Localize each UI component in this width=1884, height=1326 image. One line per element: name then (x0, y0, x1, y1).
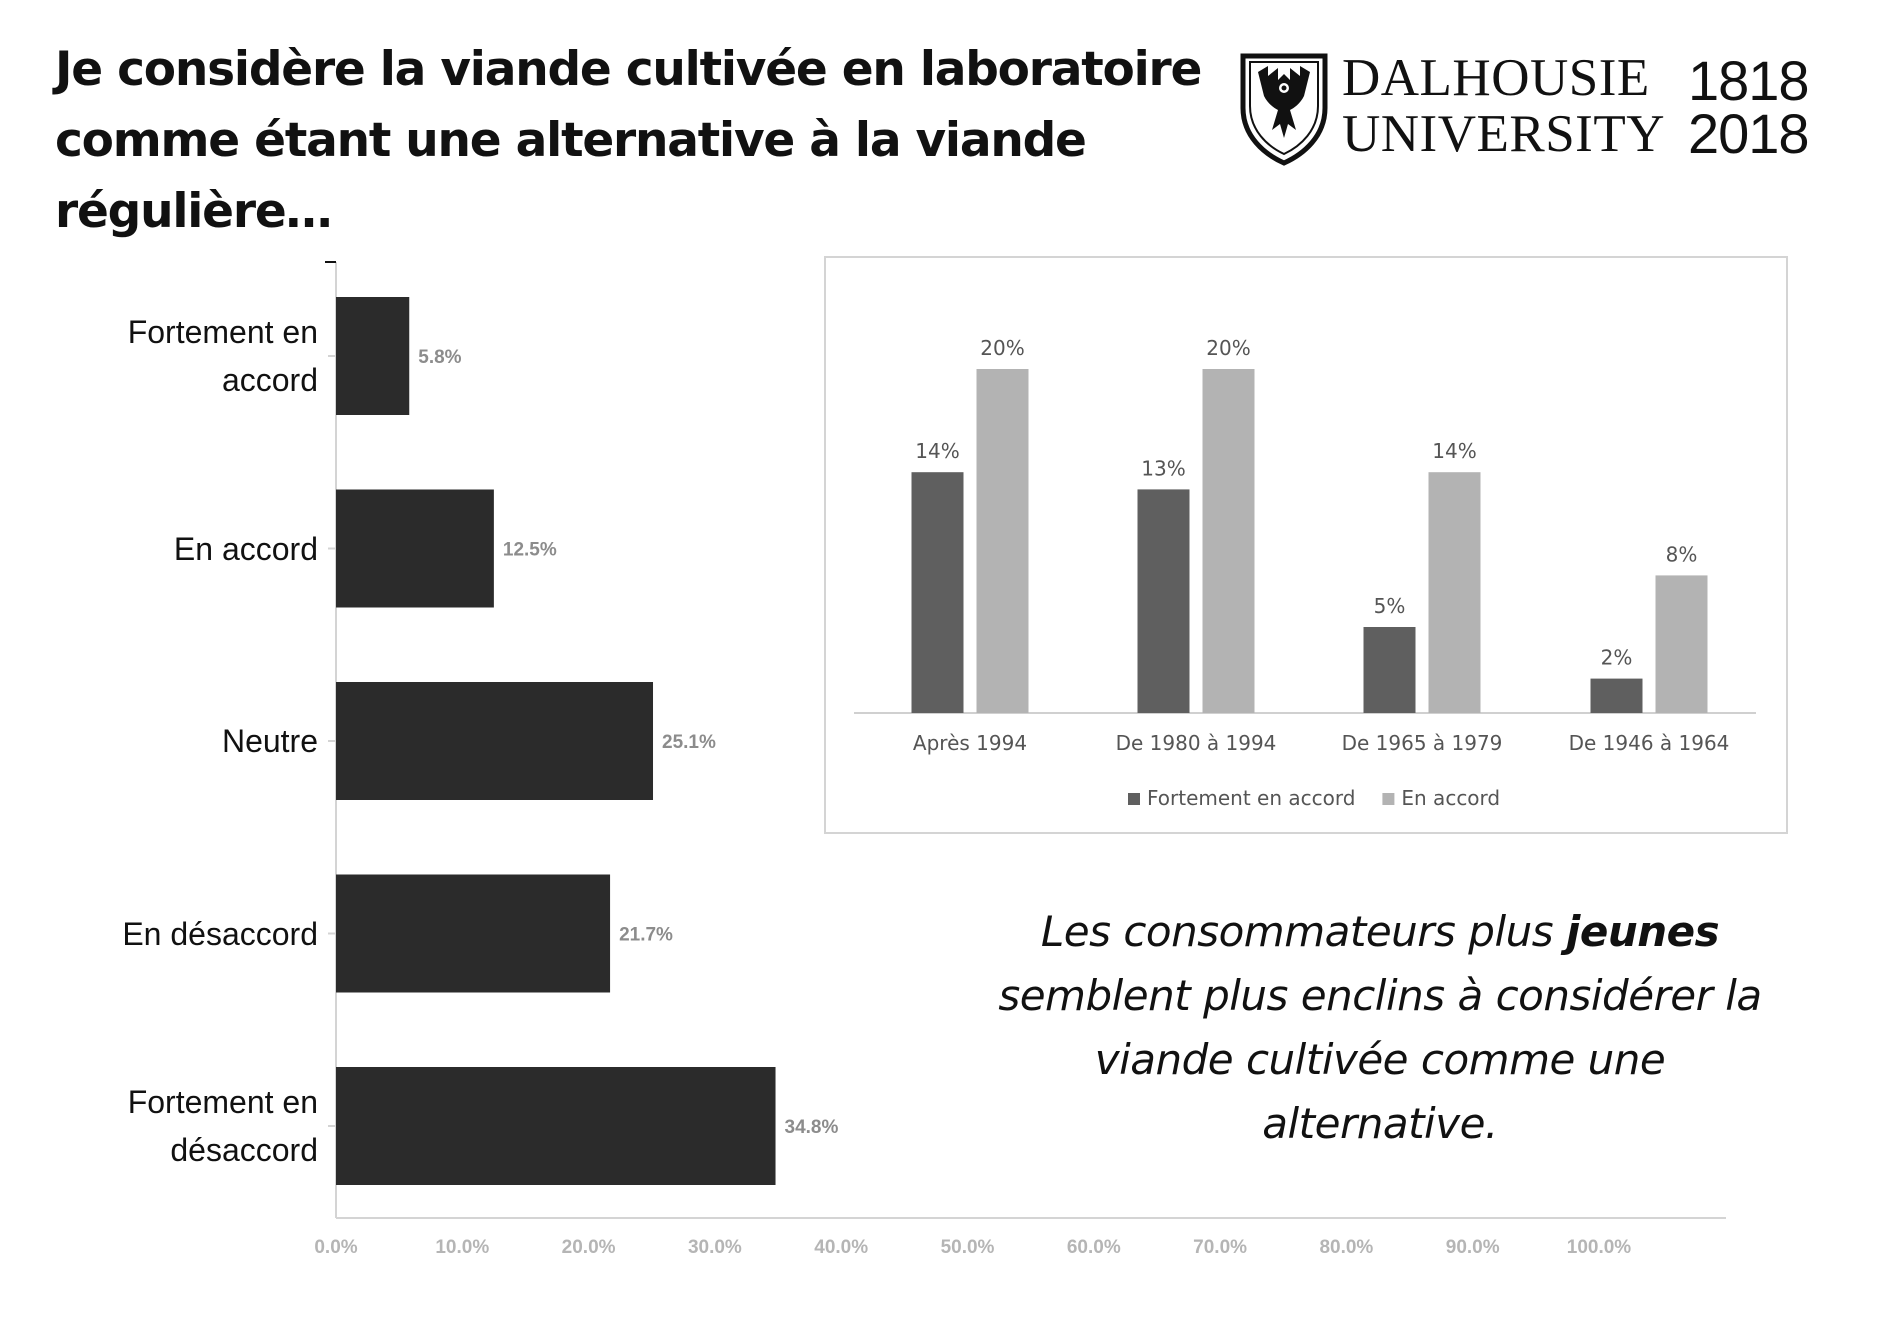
inset-bar-label: 14% (915, 439, 960, 464)
x-tick-label: 0.0% (314, 1237, 358, 1258)
conclusion-note (980, 900, 1780, 1156)
inset-bar (1203, 369, 1255, 713)
inset-category-label: Après 1994 (912, 731, 1028, 755)
inset-bar (977, 369, 1029, 713)
bar (336, 490, 494, 608)
inset-category-label: De 1946 à 1964 (1568, 731, 1730, 755)
page-title: Je considère la viande cultivée en laboratoire comme étant une alternative à la viande régulière… (55, 42, 1202, 239)
inset-bar (912, 472, 964, 713)
inset-bar-label: 5% (1373, 594, 1406, 618)
inset-bar (1591, 679, 1643, 713)
logo-year-2: 2018 (1688, 102, 1809, 165)
x-tick-label: 40.0% (814, 1237, 869, 1258)
legend-label: En accord (1401, 786, 1501, 810)
bar-value-label: 21.7% (619, 924, 673, 946)
generation-chart-frame (824, 256, 1788, 834)
inset-bar (1138, 489, 1190, 713)
note-emphasis: jeunes (1565, 907, 1720, 956)
x-tick-label: 10.0% (435, 1237, 490, 1258)
x-tick-label: 60.0% (1066, 1237, 1121, 1258)
category-label: En désaccord (122, 915, 318, 952)
bar (336, 875, 610, 993)
x-tick-label: 80.0% (1319, 1237, 1374, 1258)
category-label: En accord (173, 530, 318, 567)
x-tick-label: 30.0% (687, 1237, 742, 1258)
x-tick-label: 50.0% (940, 1237, 995, 1258)
inset-bar-label: 14% (1432, 439, 1477, 464)
bar (336, 297, 409, 415)
x-tick-label: 70.0% (1193, 1237, 1248, 1258)
category-label: Fortement en accord (127, 314, 318, 398)
inset-bar-label: 8% (1665, 542, 1698, 567)
x-tick-label: 90.0% (1445, 1237, 1500, 1258)
inset-bar (1656, 575, 1708, 713)
logo-year-1: 1818 (1688, 49, 1809, 112)
inset-category-label: De 1980 à 1994 (1115, 731, 1277, 755)
bar-value-label: 12.5% (502, 539, 557, 561)
note-part-1: Les consommateurs plus (1040, 907, 1566, 956)
inset-bar-label: 2% (1600, 645, 1633, 670)
category-label: Neutre (221, 723, 318, 759)
legend-swatch (1382, 793, 1394, 805)
inset-category-label: De 1965 à 1979 (1341, 731, 1503, 755)
note-part-2: semblent plus enclins à considérer la viande cultivée comme une alternative. (998, 971, 1762, 1148)
inset-bar (1429, 472, 1481, 713)
inset-bar-label: 20% (980, 336, 1025, 360)
inset-bar (1364, 627, 1416, 713)
logo-line-1: DALHOUSIE (1342, 49, 1650, 107)
logo-line-2: UNIVERSITY (1342, 105, 1665, 163)
legend-label: Fortement en accord (1147, 786, 1356, 810)
inset-bar-label: 13% (1141, 456, 1186, 481)
bar-value-label: 25.1% (662, 732, 716, 753)
legend-swatch (1128, 793, 1140, 805)
bar (336, 682, 653, 800)
x-tick-label: 20.0% (561, 1237, 616, 1258)
inset-bar-label: 20% (1206, 336, 1251, 360)
bar-value-label: 34.8% (784, 1117, 839, 1138)
bar-value-label: 5.8% (418, 347, 462, 368)
x-tick-label: 100.0% (1566, 1237, 1632, 1258)
generation-bar-chart (826, 258, 1786, 832)
bar (336, 1067, 776, 1185)
category-label: Fortement en désaccord (127, 1084, 318, 1168)
